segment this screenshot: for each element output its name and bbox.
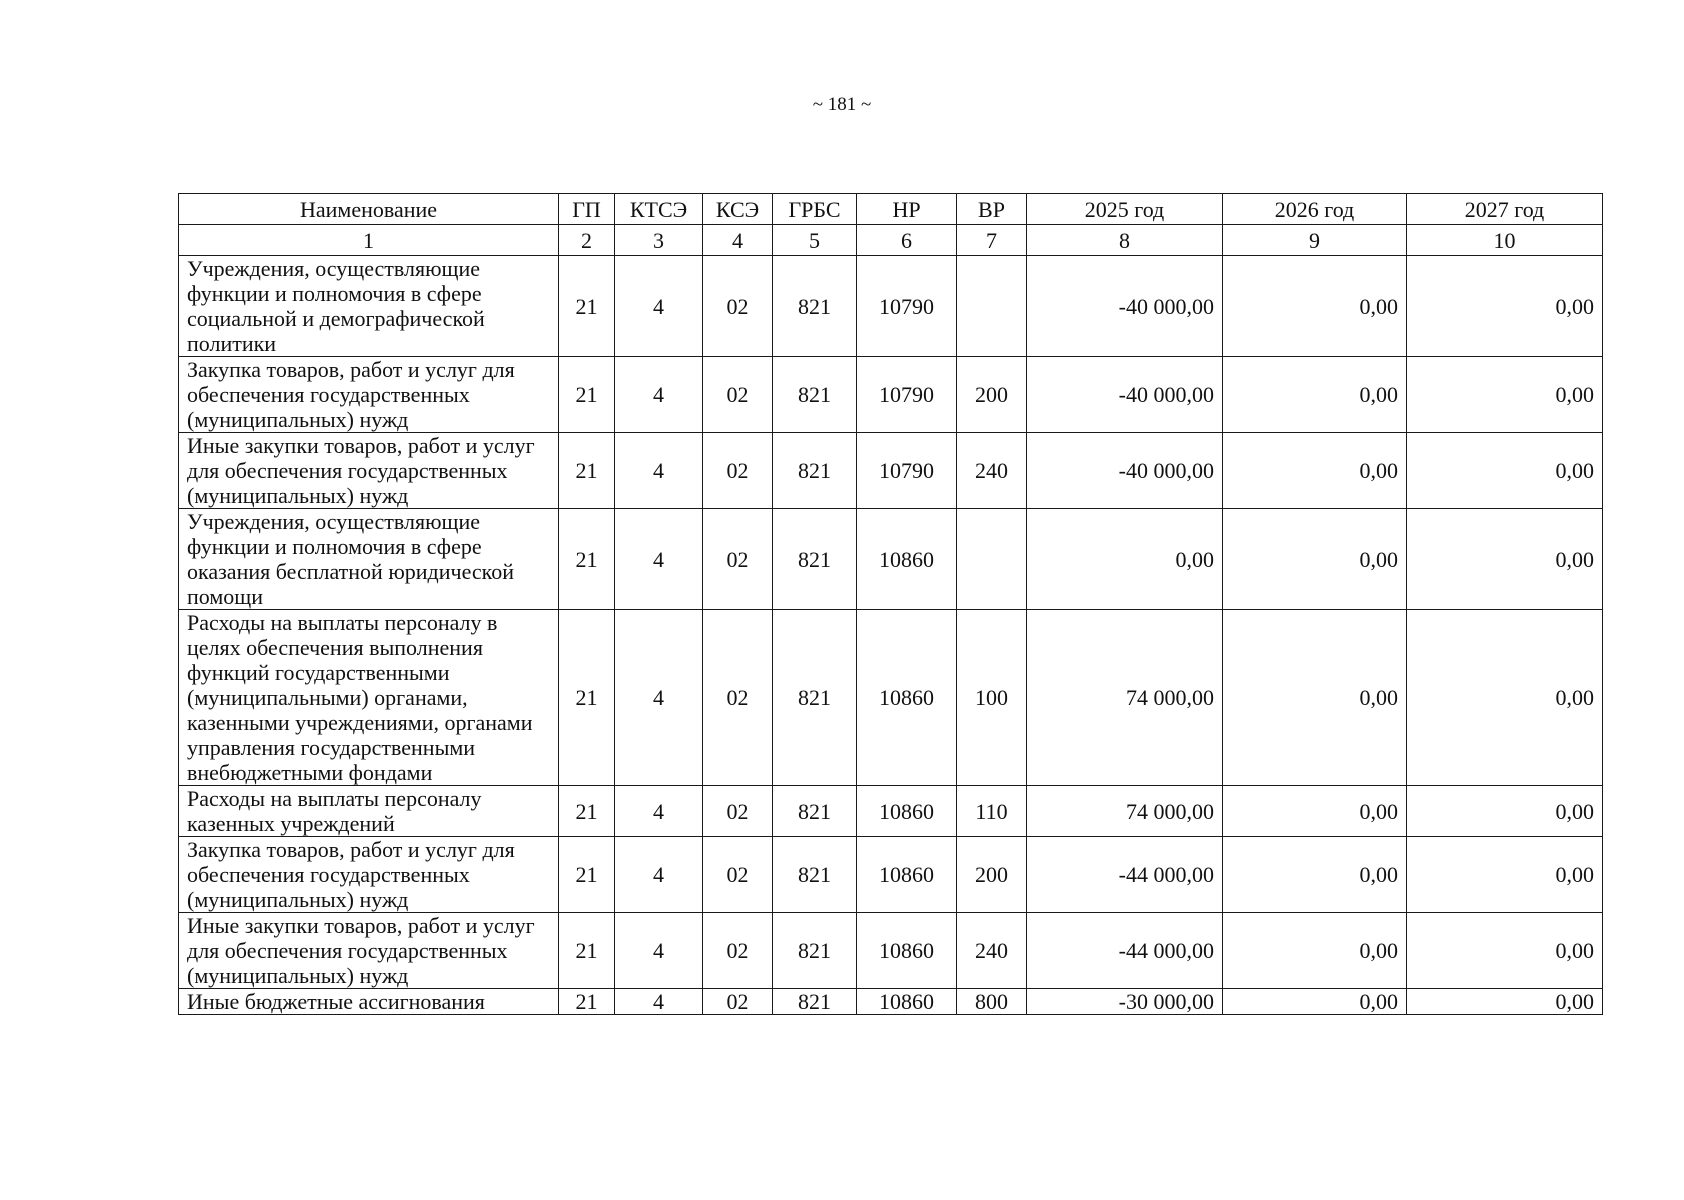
cell-nr: 10860 (857, 837, 957, 913)
cell-2025: 74 000,00 (1027, 610, 1223, 786)
header-nr: НР (857, 194, 957, 225)
header-ktse: КТСЭ (615, 194, 703, 225)
column-number: 10 (1407, 225, 1603, 256)
cell-grbs: 821 (773, 256, 857, 357)
cell-grbs: 821 (773, 357, 857, 433)
cell-gp: 21 (559, 357, 615, 433)
row-name: Иные закупки товаров, работ и услуг для обеспечения государственных (муниципальных) нужд (179, 433, 559, 509)
header-name: Наименование (179, 194, 559, 225)
cell-grbs: 821 (773, 989, 857, 1015)
cell-nr: 10860 (857, 509, 957, 610)
cell-2026: 0,00 (1223, 509, 1407, 610)
table-row (179, 610, 1603, 786)
column-number-row (179, 225, 1603, 256)
row-name: Расходы на выплаты персоналу казенных учреждений (179, 786, 559, 837)
cell-2025: 74 000,00 (1027, 786, 1223, 837)
cell-kse: 02 (703, 786, 773, 837)
cell-ktse: 4 (615, 989, 703, 1015)
cell-grbs: 821 (773, 433, 857, 509)
cell-kse: 02 (703, 837, 773, 913)
cell-grbs: 821 (773, 913, 857, 989)
cell-kse: 02 (703, 913, 773, 989)
cell-grbs: 821 (773, 786, 857, 837)
table-row (179, 256, 1603, 357)
cell-gp: 21 (559, 786, 615, 837)
cell-grbs: 821 (773, 837, 857, 913)
cell-ktse: 4 (615, 913, 703, 989)
cell-gp: 21 (559, 610, 615, 786)
table-row (179, 837, 1603, 913)
budget-table (178, 193, 1603, 1015)
cell-2027: 0,00 (1407, 357, 1603, 433)
cell-gp: 21 (559, 989, 615, 1015)
cell-2025: -44 000,00 (1027, 837, 1223, 913)
cell-grbs: 821 (773, 509, 857, 610)
cell-kse: 02 (703, 989, 773, 1015)
table-row (179, 357, 1603, 433)
cell-vr: 240 (957, 913, 1027, 989)
cell-gp: 21 (559, 913, 615, 989)
cell-kse: 02 (703, 509, 773, 610)
table-row (179, 913, 1603, 989)
cell-nr: 10790 (857, 357, 957, 433)
header-gp: ГП (559, 194, 615, 225)
cell-2027: 0,00 (1407, 786, 1603, 837)
cell-2026: 0,00 (1223, 989, 1407, 1015)
cell-nr: 10860 (857, 989, 957, 1015)
row-name: Иные бюджетные ассигнования (179, 989, 559, 1015)
cell-vr: 200 (957, 837, 1027, 913)
column-number: 3 (615, 225, 703, 256)
cell-2025: -40 000,00 (1027, 357, 1223, 433)
cell-2027: 0,00 (1407, 433, 1603, 509)
cell-ktse: 4 (615, 610, 703, 786)
cell-nr: 10860 (857, 786, 957, 837)
header-2027: 2027 год (1407, 194, 1603, 225)
column-number: 6 (857, 225, 957, 256)
cell-2027: 0,00 (1407, 837, 1603, 913)
cell-2025: -40 000,00 (1027, 433, 1223, 509)
cell-gp: 21 (559, 256, 615, 357)
cell-nr: 10860 (857, 610, 957, 786)
cell-nr: 10860 (857, 913, 957, 989)
cell-vr (957, 256, 1027, 357)
cell-2027: 0,00 (1407, 610, 1603, 786)
cell-kse: 02 (703, 357, 773, 433)
cell-vr: 100 (957, 610, 1027, 786)
row-name: Закупка товаров, работ и услуг для обеспечения государственных (муниципальных) нужд (179, 837, 559, 913)
row-name: Учреждения, осуществляющие функции и полномочия в сфере оказания бесплатной юридической помощи (179, 509, 559, 610)
page-number: ~ 181 ~ (812, 94, 872, 115)
cell-vr: 200 (957, 357, 1027, 433)
table-row (179, 433, 1603, 509)
header-grbs: ГРБС (773, 194, 857, 225)
cell-2027: 0,00 (1407, 913, 1603, 989)
column-number: 5 (773, 225, 857, 256)
table-row (179, 509, 1603, 610)
cell-2025: -40 000,00 (1027, 256, 1223, 357)
cell-2026: 0,00 (1223, 837, 1407, 913)
column-number: 7 (957, 225, 1027, 256)
cell-2025: 0,00 (1027, 509, 1223, 610)
cell-nr: 10790 (857, 433, 957, 509)
cell-2027: 0,00 (1407, 256, 1603, 357)
cell-2026: 0,00 (1223, 610, 1407, 786)
cell-2025: -44 000,00 (1027, 913, 1223, 989)
cell-gp: 21 (559, 509, 615, 610)
cell-2026: 0,00 (1223, 256, 1407, 357)
header-kse: КСЭ (703, 194, 773, 225)
cell-grbs: 821 (773, 610, 857, 786)
header-row (179, 194, 1603, 225)
cell-nr: 10790 (857, 256, 957, 357)
cell-ktse: 4 (615, 509, 703, 610)
column-number: 1 (179, 225, 559, 256)
cell-ktse: 4 (615, 256, 703, 357)
cell-2027: 0,00 (1407, 509, 1603, 610)
cell-kse: 02 (703, 256, 773, 357)
header-2026: 2026 год (1223, 194, 1407, 225)
cell-gp: 21 (559, 837, 615, 913)
cell-ktse: 4 (615, 786, 703, 837)
cell-ktse: 4 (615, 433, 703, 509)
cell-vr: 800 (957, 989, 1027, 1015)
cell-kse: 02 (703, 433, 773, 509)
cell-vr (957, 509, 1027, 610)
column-number: 9 (1223, 225, 1407, 256)
column-number: 4 (703, 225, 773, 256)
cell-ktse: 4 (615, 357, 703, 433)
header-vr: ВР (957, 194, 1027, 225)
row-name: Иные закупки товаров, работ и услуг для обеспечения государственных (муниципальных) нужд (179, 913, 559, 989)
row-name: Расходы на выплаты персоналу в целях обеспечения выполнения функций государственными (муниципальными) органами, казенными учреждениями, органами управления государственными внебюджетными фондами (179, 610, 559, 786)
column-number: 2 (559, 225, 615, 256)
cell-2026: 0,00 (1223, 786, 1407, 837)
cell-vr: 110 (957, 786, 1027, 837)
cell-2025: -30 000,00 (1027, 989, 1223, 1015)
cell-vr: 240 (957, 433, 1027, 509)
cell-2026: 0,00 (1223, 913, 1407, 989)
table-row (179, 786, 1603, 837)
row-name: Закупка товаров, работ и услуг для обеспечения государственных (муниципальных) нужд (179, 357, 559, 433)
row-name: Учреждения, осуществляющие функции и полномочия в сфере социальной и демографической политики (179, 256, 559, 357)
cell-2026: 0,00 (1223, 433, 1407, 509)
cell-2026: 0,00 (1223, 357, 1407, 433)
column-number: 8 (1027, 225, 1223, 256)
cell-gp: 21 (559, 433, 615, 509)
table-row (179, 989, 1603, 1015)
cell-ktse: 4 (615, 837, 703, 913)
cell-2027: 0,00 (1407, 989, 1603, 1015)
header-2025: 2025 год (1027, 194, 1223, 225)
cell-kse: 02 (703, 610, 773, 786)
